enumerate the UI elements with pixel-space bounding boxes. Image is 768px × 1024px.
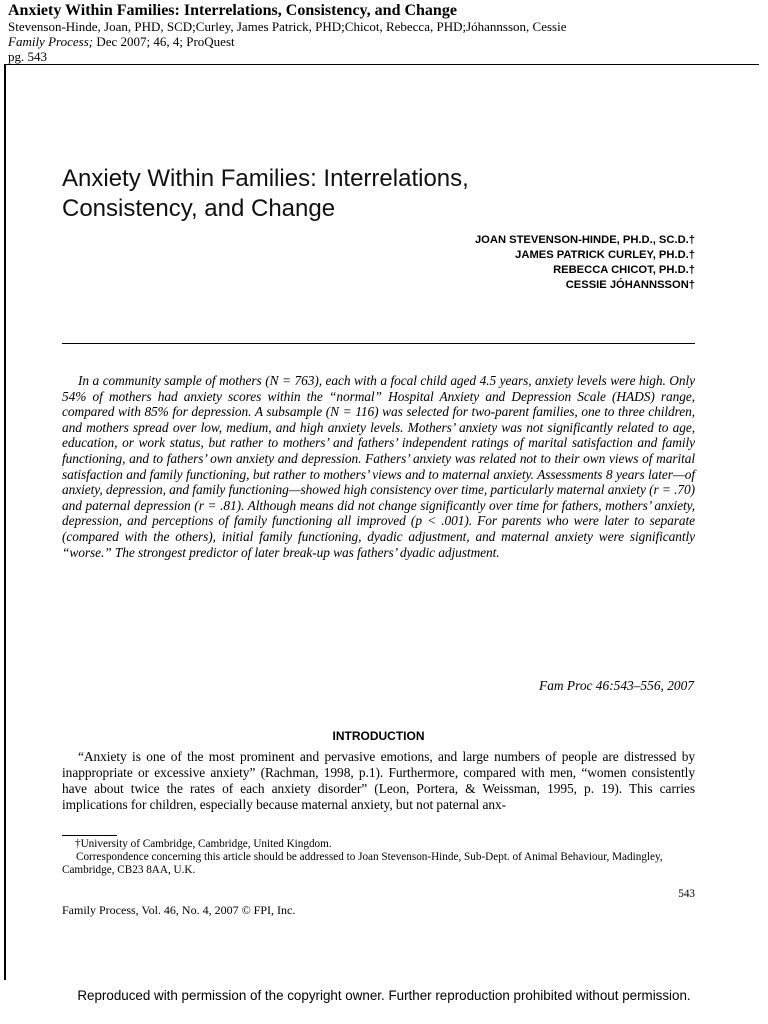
proquest-source-details: Dec 2007; 46, 4; ProQuest (93, 34, 235, 49)
footnote-correspondence: Correspondence concerning this article should be addressed to Joan Stevenson-Hinde, Sub-Dept. of Animal Behaviour, Madingley, Cambridge, CB23 8AA, U.K. (62, 851, 663, 876)
journal-citation: Fam Proc 46:543–556, 2007 (539, 678, 694, 693)
proquest-authors: Stevenson-Hinde, Joan, PHD, SCD;Curley, James Patrick, PHD;Chicot, Rebecca, PHD;Jóhannsson, Cessie (8, 19, 567, 34)
article-title-line-2: Consistency, and Change (62, 195, 336, 222)
proquest-title: Anxiety Within Families: Interrelations, Consistency, and Change (8, 2, 457, 19)
abstract: In a community sample of mothers (N = 763), each with a focal child aged 4.5 years, anxiety levels were high. Only 54% of mothers had anxiety scores within the “normal” Hospital Anxiety and Depression Scale (HADS) range, compared with 85% for depression. A subsample (N = 116) was selected for two-parent families, one to three children, and mothers spread over low, medium, and high anxiety levels. Mothers’ anxiety was not significantly related to age, education, or work status, but rather to mothers’ and fathers’ independent ratings of marital satisfaction and family functioning, and to fathers’ own anxiety and depression. Fathers’ anxiety was related not to their own views of marital satisfaction and family functioning, but rather to mothers’ views and to maternal anxiety. Assessments 8 years later—of anxiety, depression, and family functioning—showed high consistency over time, particularly maternal anxiety (r = .70) and paternal depression (r = .81). Although means did not change significantly over time for fathers, mothers’ anxiety, depression, and perceptions of family functioning all improved (p < .001). For parents who were later to separate (compared with the others), initial family functioning, dyadic adjustment, and maternal anxiety were significantly “worse.” The strongest predictor of later break-up was fathers’ dyadic adjustment. (62, 373, 695, 560)
author-name: CESSIE JÓHANNSSON† (565, 279, 695, 291)
title-divider (62, 343, 695, 344)
footnote-divider (62, 835, 117, 836)
journal-footer: Family Process, Vol. 46, No. 4, 2007 © FPI, Inc. (62, 903, 296, 917)
page-number: 543 (678, 888, 695, 900)
proquest-source (8, 34, 760, 49)
section-heading-introduction: INTRODUCTION (332, 729, 425, 743)
introduction-paragraph: “Anxiety is one of the most prominent and pervasive emotions, and large numbers of people are distressed by inappropriate or excessive anxiety” (Rachman, 1998, p.1). Furthermore, compared with men, “women consistently have about twice the rates of each anxiety disorder” (Leon, Portera, & Weissman, 1995, p. 19). This carries implications for children, especially because maternal anxiety, but not paternal anx- (62, 749, 695, 812)
author-name: REBECCA CHICOT, PH.D.† (553, 264, 695, 276)
article-title-line-1: Anxiety Within Families: Interrelations, (62, 165, 469, 192)
proquest-page: pg. 543 (8, 49, 47, 64)
author-list (300, 233, 695, 293)
reproduction-notice: Reproduced with permission of the copyright owner. Further reproduction prohibited without permission. (77, 988, 691, 1003)
footnote-affiliation: †University of Cambridge, Cambridge, United Kingdom. (75, 838, 332, 850)
proquest-citation-header (8, 2, 760, 64)
author-name: JOAN STEVENSON-HINDE, PH.D., SC.D.† (474, 234, 695, 246)
proquest-journal-name: Family Process; (8, 34, 94, 49)
article-title (62, 164, 702, 224)
author-name: JAMES PATRICK CURLEY, PH.D.† (515, 249, 695, 261)
